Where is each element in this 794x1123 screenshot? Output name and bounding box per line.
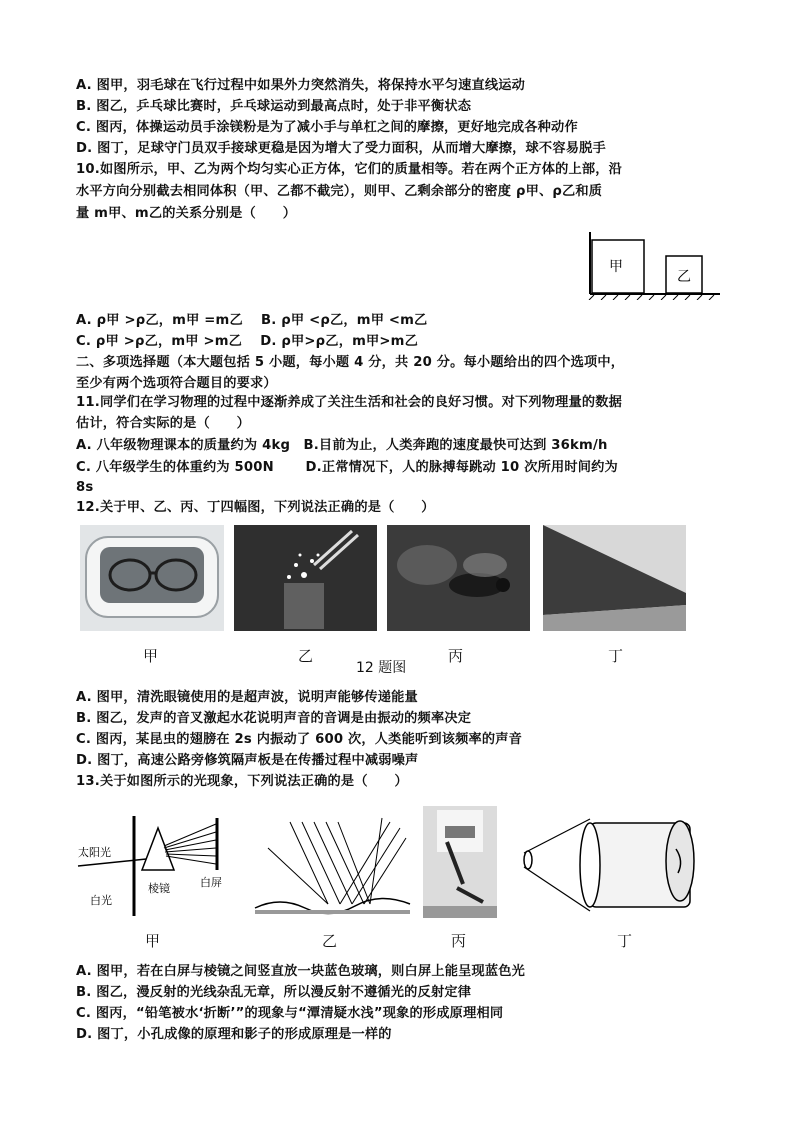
q12-option-d: D. 图丁，高速公路旁修筑隔声板是在传播过程中减弱噪声 bbox=[76, 753, 419, 768]
q10-stem-line2: 水平方向分别截去相同体积（甲、乙都不截完），则甲、乙剩余部分的密度 ρ甲、ρ乙和质 bbox=[76, 184, 603, 199]
cube-jia-label: 甲 bbox=[609, 259, 623, 275]
q13-caption-bing: 丙 bbox=[451, 932, 467, 950]
q13-figure-pinhole bbox=[520, 815, 708, 915]
q12-stem: 12.关于甲、乙、丙、丁四幅图，下列说法正确的是（ ） bbox=[76, 500, 435, 515]
q11-option-ab: A. 八年级物理课本的质量约为 4kg B.目前为止，人类奔跑的速度最快可达到 36km/h bbox=[76, 438, 608, 453]
q13-caption-jia: 甲 bbox=[145, 932, 161, 950]
q13-caption-yi: 乙 bbox=[322, 932, 338, 950]
cube-yi-label: 乙 bbox=[677, 269, 691, 285]
section2-title-line1: 二、多项选择题（本大题包括 5 小题，每小题 4 分，共 20 分。每小题给出的四个选项中， bbox=[76, 355, 625, 370]
q13-stem: 13.关于如图所示的光现象，下列说法正确的是（ ） bbox=[76, 774, 408, 789]
q9-option-d: D. 图丁，足球守门员双手接球更稳是因为增大了受力面积，从而增大摩擦，球不容易脱手 bbox=[76, 141, 606, 156]
q13-photo-pencil bbox=[423, 806, 497, 918]
q13-figure-prism bbox=[76, 806, 236, 926]
label-white-light: 白光 bbox=[90, 894, 112, 907]
q10-options-cd: C. ρ甲 >ρ乙，m甲 >m乙 D. ρ甲>ρ乙，m甲>m乙 bbox=[76, 334, 418, 349]
q10-cubes-figure bbox=[584, 226, 724, 300]
q12-caption-yi: 乙 bbox=[298, 647, 314, 665]
q10-options-ab: A. ρ甲 >ρ乙，m甲 =m乙 B. ρ甲 <ρ乙，m甲 <m乙 bbox=[76, 313, 428, 328]
q12-figure-title: 12 题图 bbox=[356, 660, 407, 676]
label-sunlight: 太阳光 bbox=[78, 846, 111, 859]
q13-option-c: C. 图丙，“铅笔被水‘折断’”的现象与“潭清疑水浅”现象的形成原理相同 bbox=[76, 1006, 504, 1021]
q12-option-b: B. 图乙，发声的音叉激起水花说明声音的音调是由振动的频率决定 bbox=[76, 711, 472, 726]
q12-option-a: A. 图甲，清洗眼镜使用的是超声波，说明声能够传递能量 bbox=[76, 690, 418, 705]
q11-option-d-cont: 8s bbox=[76, 480, 94, 495]
q10-stem-line3: 量 m甲、m乙的关系分别是（ ） bbox=[76, 206, 297, 221]
q9-option-c: C. 图丙，体操运动员手涂镁粉是为了减小手与单杠之间的摩擦，更好地完成各种动作 bbox=[76, 120, 578, 135]
q13-caption-ding: 丁 bbox=[617, 932, 633, 950]
q12-caption-bing: 丙 bbox=[448, 647, 464, 665]
q12-photo-jia bbox=[80, 525, 224, 631]
q11-stem-line2: 估计，符合实际的是（ ） bbox=[76, 416, 251, 431]
section2-title-line2: 至少有两个选项符合题目的要求） bbox=[76, 376, 277, 391]
label-screen: 白屏 bbox=[200, 876, 222, 889]
label-prism: 棱镜 bbox=[148, 882, 170, 895]
q12-caption-jia: 甲 bbox=[143, 647, 159, 665]
q12-photo-ding bbox=[543, 525, 686, 631]
q13-option-a: A. 图甲，若在白屏与棱镜之间竖直放一块蓝色玻璃，则白屏上能呈现蓝色光 bbox=[76, 964, 526, 979]
q12-option-c: C. 图丙，某昆虫的翅膀在 2s 内振动了 600 次，人类能听到该频率的声音 bbox=[76, 732, 523, 747]
q12-photo-bing bbox=[387, 525, 530, 631]
q9-option-a: A. 图甲，羽毛球在飞行过程中如果外力突然消失，将保持水平匀速直线运动 bbox=[76, 78, 526, 93]
q12-caption-ding: 丁 bbox=[608, 647, 624, 665]
q12-photo-yi bbox=[234, 525, 377, 631]
q9-option-b: B. 图乙，乒乓球比赛时，乒乓球运动到最高点时，处于非平衡状态 bbox=[76, 99, 472, 114]
q11-stem-line1: 11.同学们在学习物理的过程中逐渐养成了关注生活和社会的良好习惯。对下列物理量的数据 bbox=[76, 395, 623, 410]
q11-option-cd: C. 八年级学生的体重约为 500N D.正常情况下，人的脉搏每跳动 10 次所用时间约为 bbox=[76, 460, 618, 475]
q10-stem-line1: 10.如图所示，甲、乙为两个均匀实心正方体，它们的质量相等。若在两个正方体的上部，沿 bbox=[76, 162, 623, 177]
q13-option-b: B. 图乙，漫反射的光线杂乱无章，所以漫反射不遵循光的反射定律 bbox=[76, 985, 472, 1000]
q13-option-d: D. 图丁，小孔成像的原理和影子的形成原理是一样的 bbox=[76, 1027, 392, 1042]
q13-figure-diffuse bbox=[250, 808, 415, 920]
